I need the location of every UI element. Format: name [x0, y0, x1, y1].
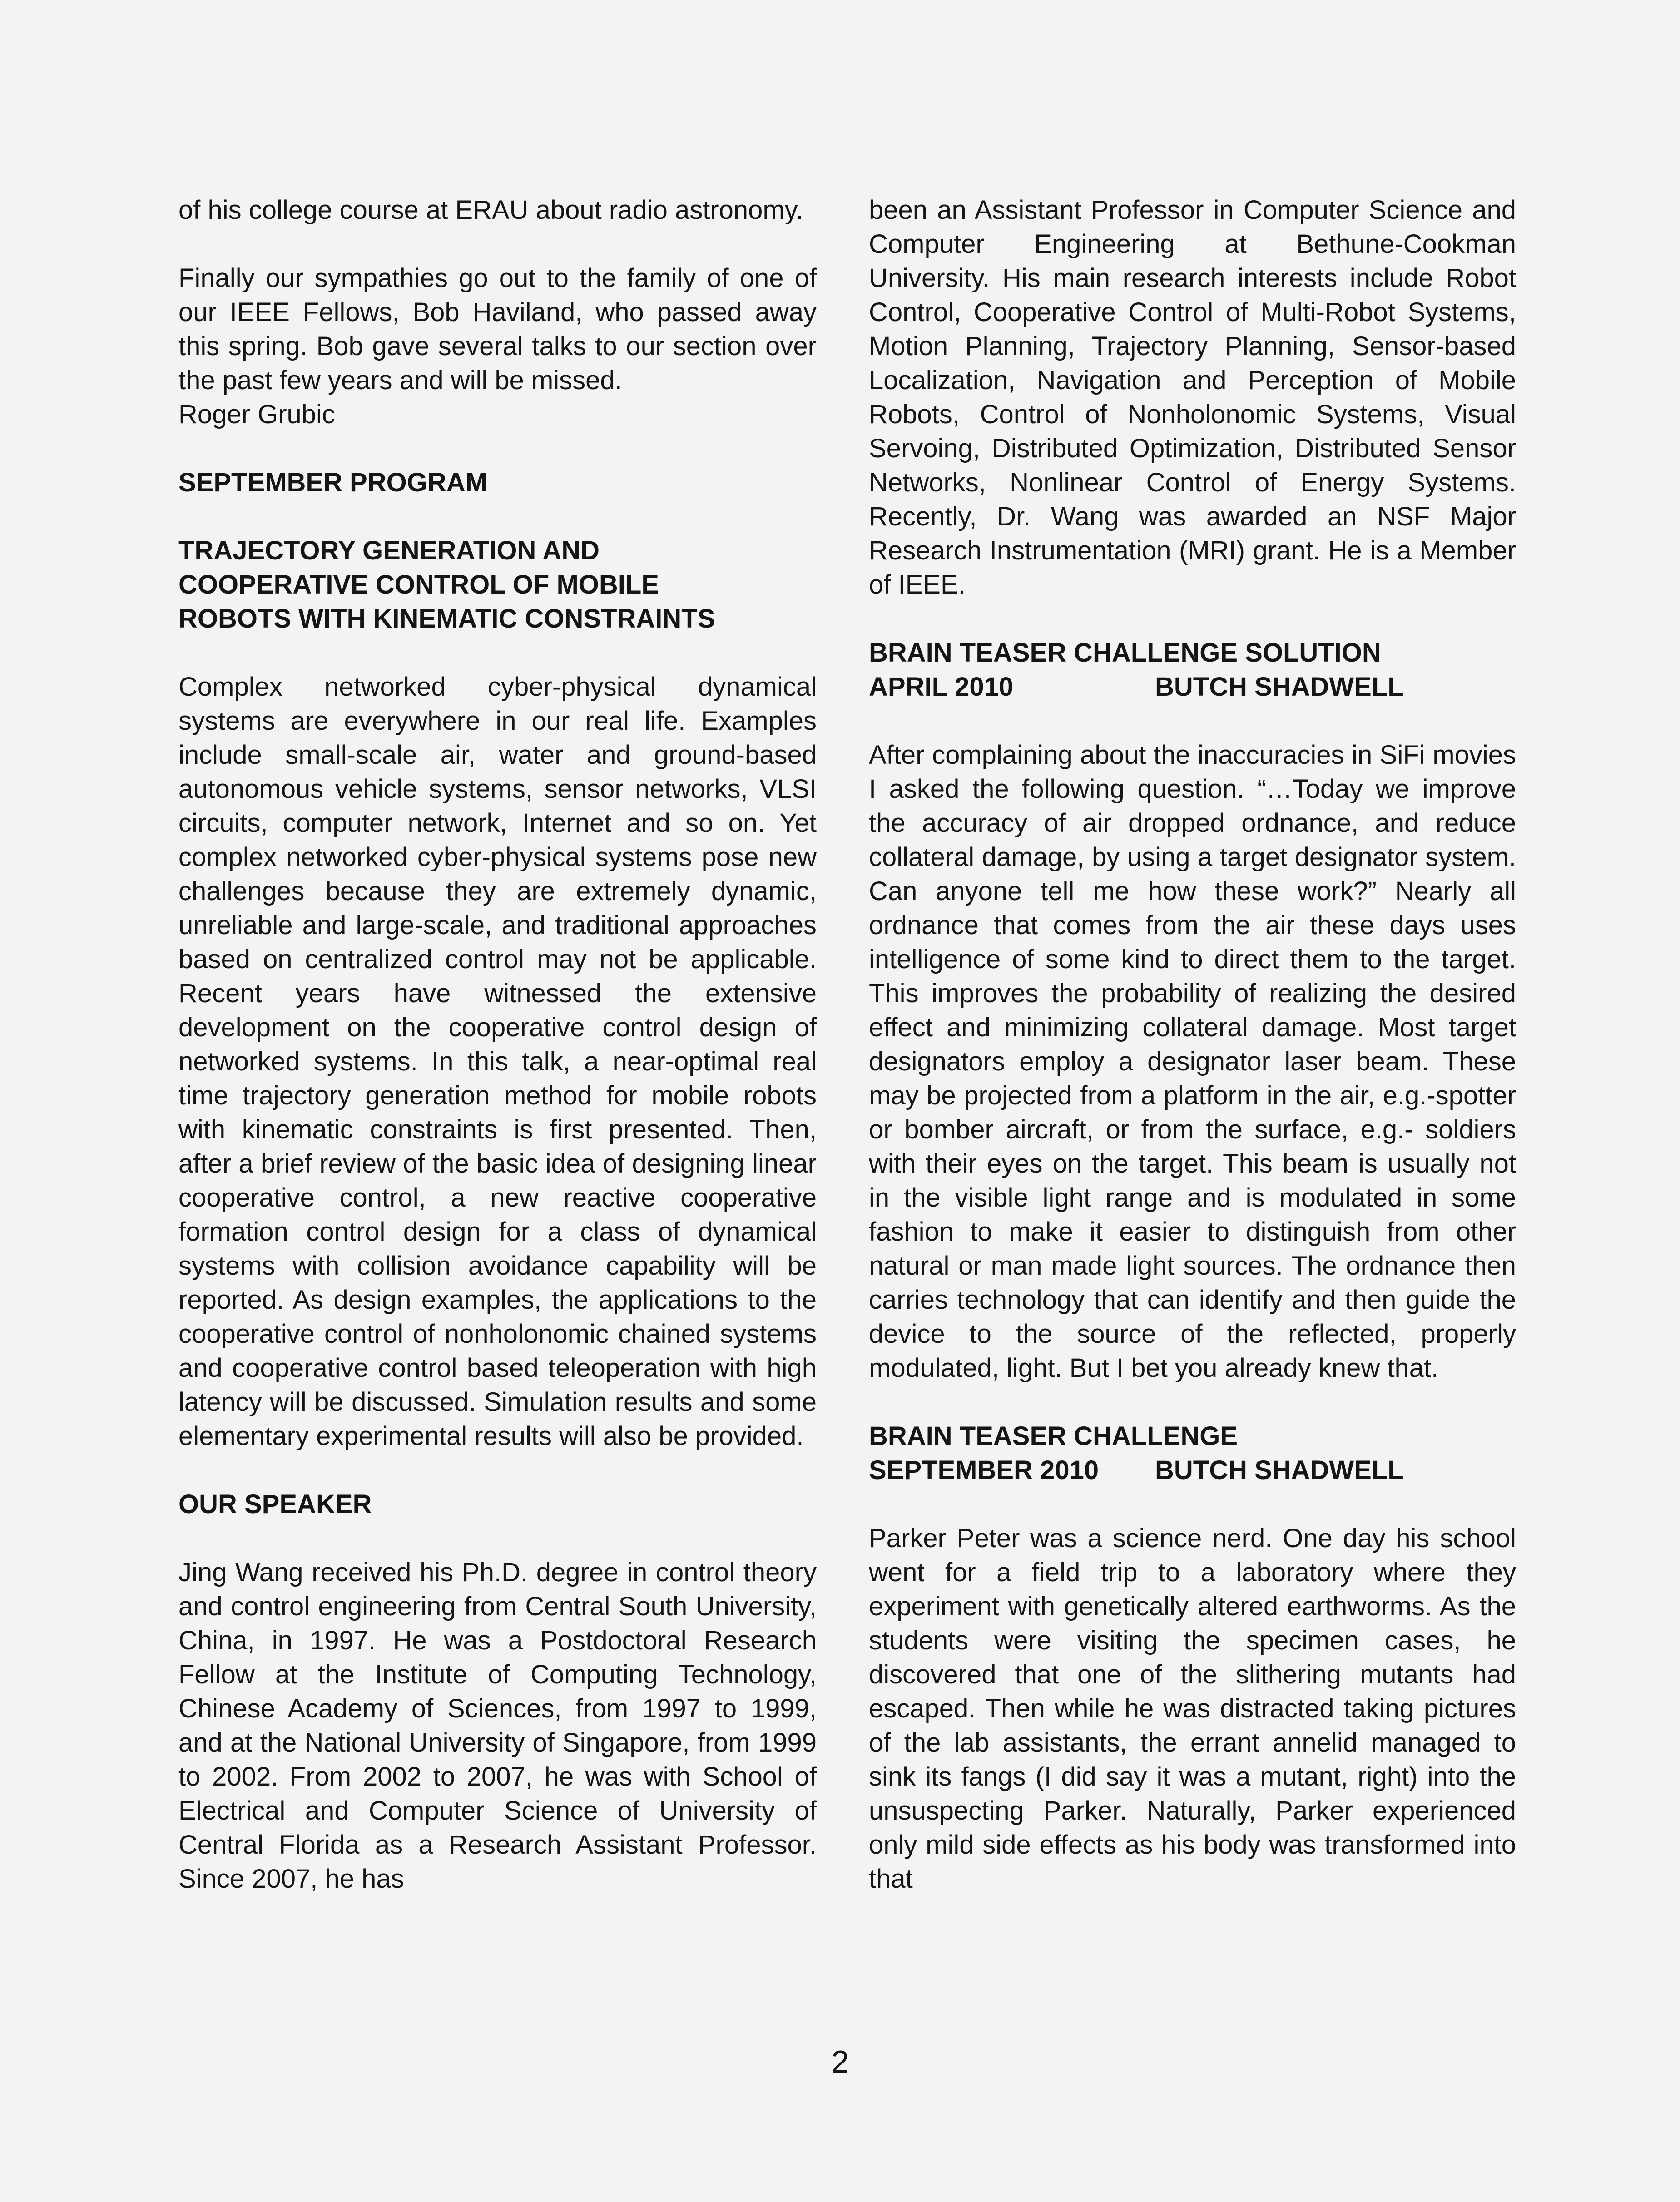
- challenge-heading: BRAIN TEASER CHALLENGE: [869, 1421, 1238, 1451]
- speaker-bio-continued: been an Assistant Professor in Computer Science and Computer Engineering at Bethune-Cookman University. His main research interests include Robot Control, Cooperative Control of Multi-Robot Systems, Motion Planning, Trajectory Planning, Sensor-based Localization, Navigation and Perception of Mobile Robots, Control of Nonholonomic Systems, Visual Servoing, Distributed Optimization, Distributed Sensor Networks, Nonlinear Control of Energy Systems. Recently, Dr. Wang was awarded an NSF Major Research Instrumentation (MRI) grant. He is a Member of IEEE.: [869, 195, 1516, 599]
- challenge-byline: [869, 1453, 1516, 1487]
- our-speaker-heading: OUR SPEAKER: [178, 1489, 372, 1519]
- september-program-heading: SEPTEMBER PROGRAM: [178, 468, 487, 497]
- intro-paragraph: of his college course at ERAU about radio astronomy.: [178, 195, 803, 225]
- challenge-paragraph: Parker Peter was a science nerd. One day his school went for a field trip to a laboratory where they experiment with genetically altered earthworms. As the students were visiting the specimen cases, he discovered that one of the slithering mutants had escaped. Then while he was distracted taking pictures of the lab assistants, the errant annelid managed to sink its fangs (I did say it was a mutant, right) into the unsuspecting Parker. Naturally, Parker experienced only mild side effects as his body was transformed into that: [869, 1524, 1516, 1894]
- speaker-bio-paragraph: Jing Wang received his Ph.D. degree in control theory and control engineering from Central South University, China, in 1997. He was a Postdoctoral Research Fellow at the Institute of Computing Technology, Chinese Academy of Sciences, from 1997 to 1999, and at the National University of Singapore, from 1999 to 2002. From 2002 to 2007, he was with School of Electrical and Computer Science of University of Central Florida as a Research Assistant Professor. Since 2007, he has: [178, 1558, 817, 1894]
- talk-title-line-3: ROBOTS WITH KINEMATIC CONSTRAINTS: [178, 604, 715, 633]
- solution-date: APRIL 2010: [869, 672, 1014, 702]
- challenge-date: SEPTEMBER 2010: [869, 1455, 1099, 1485]
- left-column: [178, 193, 817, 1896]
- page-number: 2: [831, 2044, 849, 2079]
- right-column: [869, 193, 1516, 1896]
- solution-paragraph: After complaining about the inaccuracies in SiFi movies I asked the following question. “…Today we improve the accuracy of air dropped ordnance, and reduce collateral damage, by using a target designator system. Can anyone tell me how these work?” Nearly all ordnance that comes from the air these days uses intelligence of some kind to direct them to the target. This improves the probability of realizing the desired effect and minimizing collateral damage. Most target designators employ a designator laser beam. These may be projected from a platform in the air, e.g.-spotter or bomber aircraft, or from the surface, e.g.- soldiers with their eyes on the target. This beam is usually not in the visible light range and is modulated in some fashion to make it easier to distinguish from other natural or man made light sources. The ordnance then carries technology that can identify and then guide the device to the source of the reflected, properly modulated, light. But I bet you already knew that.: [869, 740, 1516, 1383]
- solution-byline: [869, 670, 1516, 704]
- talk-title: [178, 534, 817, 636]
- sympathy-paragraph: Finally our sympathies go out to the family of one of our IEEE Fellows, Bob Haviland, who passed away this spring. Bob gave several talks to our section over the past few years and will be missed.: [178, 263, 817, 395]
- signature: Roger Grubic: [178, 400, 335, 429]
- solution-author: BUTCH SHADWELL: [1155, 672, 1404, 702]
- talk-title-line-1: TRAJECTORY GENERATION AND: [178, 536, 600, 565]
- solution-heading: BRAIN TEASER CHALLENGE SOLUTION: [869, 638, 1381, 668]
- talk-title-line-2: COOPERATIVE CONTROL OF MOBILE: [178, 570, 659, 599]
- abstract-paragraph: Complex networked cyber-physical dynamical systems are everywhere in our real life. Examples include small-scale air, water and ground-based autonomous vehicle systems, sensor networks, VLSI circuits, computer network, Internet and so on. Yet complex networked cyber-physical systems pose new challenges because they are extremely dynamic, unreliable and large-scale, and traditional approaches based on centralized control may not be applicable. Recent years have witnessed the extensive development on the cooperative control design of networked systems. In this talk, a near-optimal real time trajectory generation method for mobile robots with kinematic constraints is first presented. Then, after a brief review of the basic idea of designing linear cooperative control, a new reactive cooperative formation control design for a class of dynamical systems with collision avoidance capability will be reported. As design examples, the applications to the cooperative control of nonholonomic chained systems and cooperative control based teleoperation with high latency will be discussed. Simulation results and some elementary experimental results will also be provided.: [178, 672, 817, 1451]
- challenge-author: BUTCH SHADWELL: [1155, 1455, 1404, 1485]
